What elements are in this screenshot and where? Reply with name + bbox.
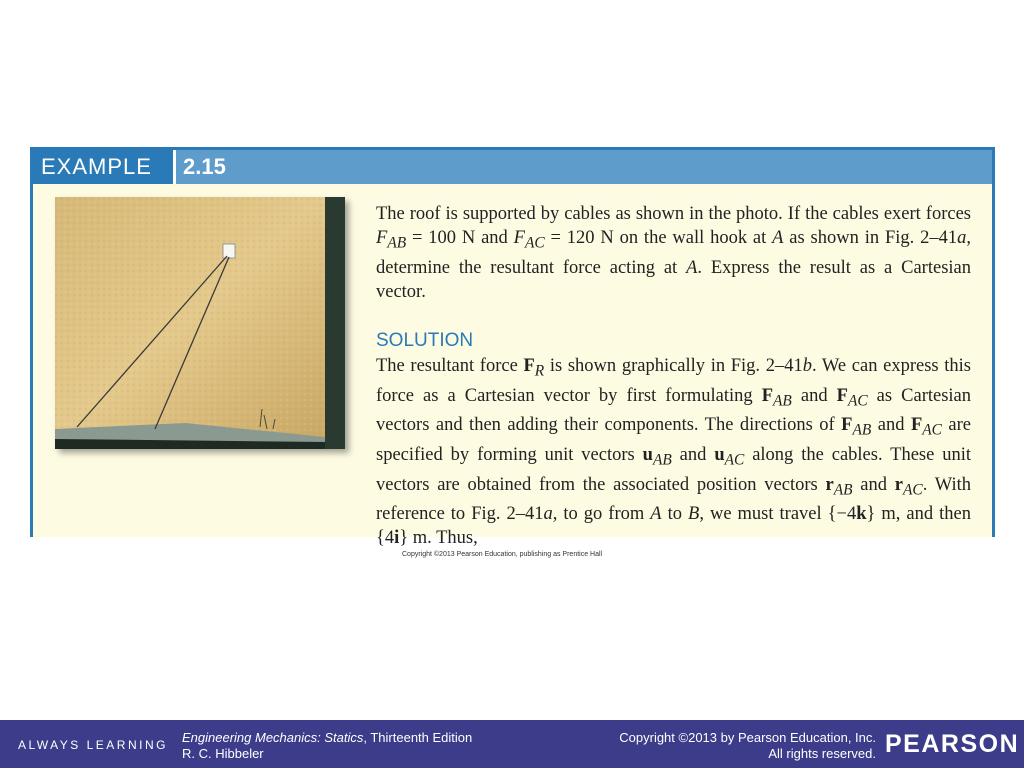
pearson-logo: PEARSON <box>885 730 1020 758</box>
rights-text: All rights reserved. <box>768 746 876 761</box>
book-citation <box>182 730 472 762</box>
solution-title: SOLUTION <box>376 330 474 351</box>
problem-statement: The roof is supported by cables as shown in the photo. If the cables exert forces $F_{AB} = 100$ N and $F_{AC} = 120$ N on the wall hook at A as shown in Fig. 2–41a, determine the resultant force acting at A. Express the result as a Cartesian vector. <box>376 204 971 302</box>
example-number: 2.15 <box>183 154 226 179</box>
book-edition: , Thirteenth Edition <box>363 730 473 745</box>
wall-hook <box>223 244 235 258</box>
roof-cable-photo <box>55 197 345 449</box>
copyright-text: Copyright ©2013 by Pearson Education, Inc. <box>619 730 876 745</box>
example-label: EXAMPLE <box>33 150 173 184</box>
header-separator <box>173 150 176 184</box>
figure-caption: Copyright ©2013 Pearson Education, publishing as Prentice Hall <box>402 551 603 558</box>
footer-copyright <box>619 730 876 762</box>
book-title: Engineering Mechanics: Statics <box>182 730 364 745</box>
book-author: R. C. Hibbeler <box>182 746 264 761</box>
example-box <box>30 147 995 549</box>
solution-text: The resultant force $F_R$ is shown graphically in Fig. 2–41b. We can express this force as a Cartesian vector by first formulating $F_{AB}$ and $F_{AC}$ as Cartesian vectors and then adding their components. The directions of $F_{AB}$ and $F_{AC}$ are specified by forming unit vectors $u_{AB}$ and $u_{AC}$ along the cables. These unit vectors are obtained from the associated position vectors $r_{AB}$ and $r_{AC}$. With reference to Fig. 2–41a, to go from A to B, we must travel {−4k} m, and then {4i} m. Thus, <box>376 356 972 549</box>
footer <box>0 720 1024 768</box>
example-header <box>33 147 992 184</box>
footer-tagline: ALWAYS LEARNING <box>18 738 168 752</box>
